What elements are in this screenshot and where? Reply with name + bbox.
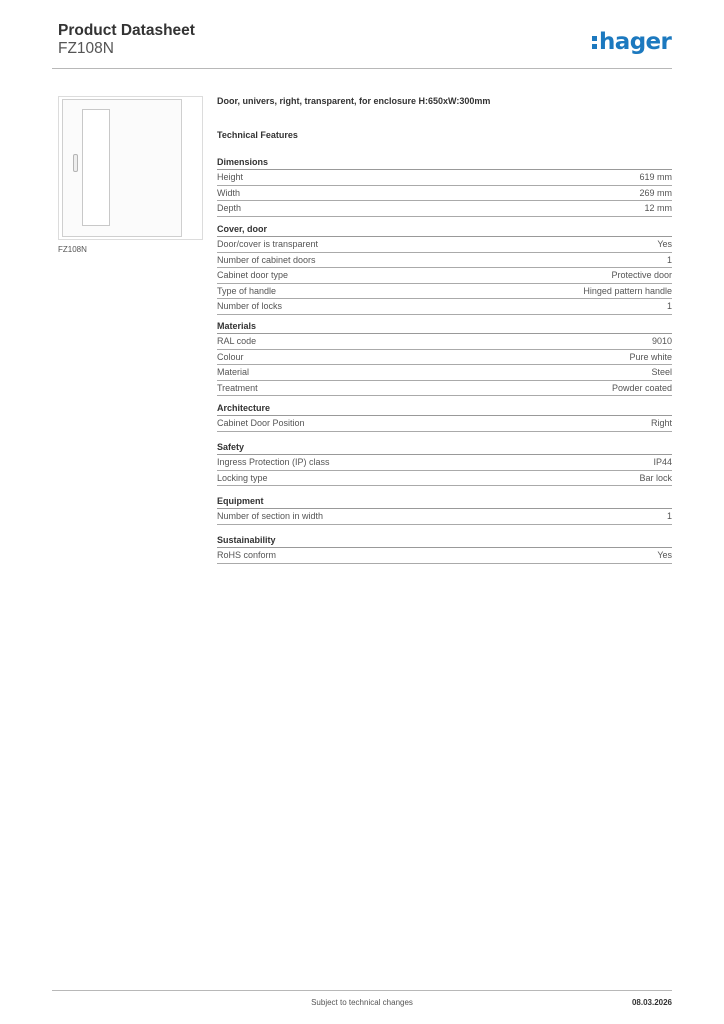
spec-label: Number of cabinet doors [217, 254, 316, 265]
spec-label: Cabinet door type [217, 270, 289, 280]
spec-section [217, 155, 672, 217]
spec-label: Colour [217, 351, 244, 362]
spec-value: Yes [657, 550, 672, 560]
hager-logo [592, 28, 671, 56]
spec-row [217, 455, 672, 471]
spec-label: Ingress Protection (IP) class [217, 457, 330, 467]
spec-value: Protective door [611, 270, 672, 280]
spec-value: 1 [666, 254, 672, 265]
section-title: Dimensions [217, 155, 672, 170]
footer-date: 08.03.2026 [631, 998, 672, 1007]
spec-value: Pure white [629, 351, 672, 362]
door-frame-icon [62, 99, 182, 237]
spec-row [217, 381, 672, 397]
spec-row [217, 253, 672, 269]
door-window-icon [82, 109, 110, 226]
spec-label: Number of locks [217, 301, 283, 311]
section-title: Cover, door [217, 222, 672, 237]
spec-row [217, 471, 672, 487]
spec-value: 9010 [651, 336, 672, 346]
spec-section [217, 494, 672, 525]
logo-colon-icon [592, 32, 597, 52]
spec-row [217, 365, 672, 381]
spec-value: Powder coated [611, 382, 672, 393]
spec-value: 1 [666, 511, 672, 521]
spec-row [217, 284, 672, 300]
spec-value: 269 mm [639, 187, 672, 198]
spec-label: Treatment [217, 382, 258, 393]
spec-value: Hinged pattern handle [583, 285, 672, 296]
image-caption: FZ108N [58, 245, 87, 254]
spec-value: Steel [651, 367, 672, 377]
spec-row [217, 201, 672, 217]
section-title: Architecture [217, 401, 672, 416]
spec-row [217, 416, 672, 432]
spec-row [217, 268, 672, 284]
spec-value: 619 mm [639, 172, 672, 182]
section-title: Materials [217, 319, 672, 334]
spec-value: Bar lock [639, 472, 672, 483]
spec-label: Width [217, 187, 241, 198]
spec-label: Material [217, 367, 250, 377]
section-title: Equipment [217, 494, 672, 509]
spec-section [217, 222, 672, 315]
spec-row [217, 350, 672, 366]
spec-label: Door/cover is transparent [217, 239, 319, 249]
header-divider [52, 68, 672, 69]
spec-label: Depth [217, 203, 242, 213]
spec-value: 1 [666, 301, 672, 311]
spec-value: 12 mm [644, 203, 672, 213]
spec-section [217, 319, 672, 396]
spec-label: RAL code [217, 336, 257, 346]
section-title: Sustainability [217, 533, 672, 548]
spec-section [217, 533, 672, 564]
spec-row [217, 186, 672, 202]
spec-row [217, 237, 672, 253]
product-code: FZ108N [58, 40, 114, 57]
spec-value: Right [650, 418, 672, 428]
product-image [58, 96, 203, 240]
spec-label: Height [217, 172, 244, 182]
spec-value: Yes [657, 239, 672, 249]
spec-row [217, 299, 672, 315]
spec-section [217, 401, 672, 432]
spec-row [217, 170, 672, 186]
technical-features-title: Technical Features [217, 130, 298, 140]
door-handle-icon [73, 154, 78, 172]
spec-label: Locking type [217, 472, 268, 483]
spec-section [217, 440, 672, 486]
logo-text: hager [599, 28, 672, 55]
footer-divider [52, 990, 672, 991]
spec-row [217, 548, 672, 564]
page-title: Product Datasheet [58, 22, 195, 39]
spec-row [217, 334, 672, 350]
spec-value: IP44 [653, 457, 672, 467]
spec-label: RoHS conform [217, 550, 277, 560]
footer-note: Subject to technical changes [311, 998, 413, 1007]
spec-label: Type of handle [217, 285, 277, 296]
section-title: Safety [217, 440, 672, 455]
spec-row [217, 509, 672, 525]
spec-label: Cabinet Door Position [217, 418, 305, 428]
spec-label: Number of section in width [217, 511, 324, 521]
product-description: Door, univers, right, transparent, for enclosure H:650xW:300mm [217, 96, 491, 106]
